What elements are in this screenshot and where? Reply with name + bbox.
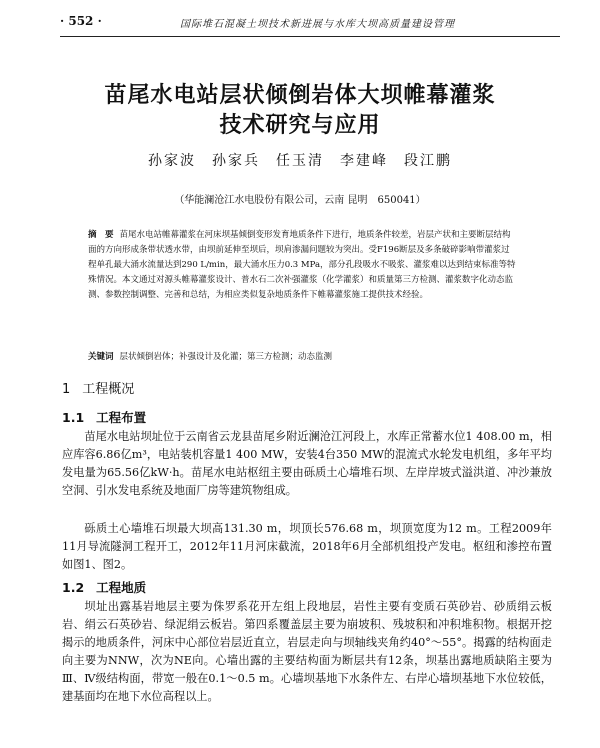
section-heading-1-1 [62,408,146,426]
section-heading-1-2 [62,578,146,596]
header-rule [60,36,560,37]
abstract-label: 摘 要 [88,230,114,240]
page-header [60,10,560,36]
running-title: 国际堆石混凝土坝技术新进展与水库大坝高质量建设管理 [180,19,455,30]
keywords [88,350,518,362]
abstract [88,228,518,303]
abstract-text: 苗尾水电站帷幕灌浆在河床坝基倾倒变形发育地质条件下进行，地质条件较差，岩层产状和主要断层结构面的方向形成条带状透水带，由坝前延伸至坝后，坝肩渗漏问题较为突出。受F196断层及多条破碎影响带灌浆过程单孔最大涌水流量达到290 L/min，最大涌水压力0.3 MPa，部分孔段吸水不吸浆、灌浆难以达到结束标准等特殊情况。本文通过对源头帷幕灌浆设计、普水石二次补强灌浆（化学灌浆）和质量第三方检测、灌浆数字化动态监测、参数控制调整、完善和总结，为相应类似复杂地质条件下帷幕灌浆施工提供技术经验。 [88,230,516,300]
section-number: 1.2 [62,580,85,595]
section-title: 工程布置 [96,410,147,425]
paragraph-geology: 坝址出露基岩地层主要为侏罗系花开左组上段地层，岩性主要有变质石英砂岩、砂质绢云板岩、绢云石英砂岩、绿泥绢云板岩。第四系覆盖层主要为崩坡积、残坡积和冲积堆积物。根据开挖揭示的地质条件，河床中心部位岩层近直立，岩层走向与坝轴线夹角约40°～55°。揭露的结构面走向主要为NNW，次为NE向。心墙出露的主要结构面为断层共有12条，坝基出露地质缺陷主要为Ⅲ、Ⅳ级结构面，带宽一般在0.1～0.5 m。心墙坝基地下水条件左、右岸心墙坝基地下水位较低，建基面均在地下水位高程以上。 [62,600,552,703]
keywords-label: 关键词 [88,352,114,362]
article-title-line1: 苗尾水电站层状倾倒岩体大坝帷幕灌浆 [104,83,496,108]
paragraph-dam-parameters: 砾质土心墙堆石坝最大坝高131.30 m，坝顶长576.68 m，坝顶宽度为12 m。工程2009年11月导流隧洞工程开工，2012年11月河床截流，2018年6月全部机组投产发电。枢纽和渗控布置如图1、图2。 [62,522,552,571]
keywords-text: 层状倾倒岩体；补强设计及化灌；第三方检测；动态监测 [119,352,333,362]
section-title: 工程概况 [82,382,135,397]
section-number: 1 [62,382,71,397]
section-title: 工程地质 [96,580,147,595]
paragraph-project-layout: 苗尾水电站坝址位于云南省云龙县苗尾乡附近澜沧江河段上，水库正常蓄水位1 408.00 m，相应库容6.86亿m³，电站装机容量1 400 MW，安装4台350 MW的混流式水轮发电机组，多年平均发电量为65.56亿kW·h。苗尾水电站枢纽主要由砾质土心墙堆石坝、左岸岸坡式溢洪道、冲沙兼放空洞、引水发电系统及地面厂房等建筑物组成。 [62,430,552,497]
article-title-line2: 技术研究与应用 [219,113,381,138]
authors: 孙家波 孙家兵 任玉清 李建峰 段江鹏 [148,153,452,169]
page-number: · 552 · [60,14,102,28]
section-heading-1 [62,378,134,397]
affiliation: （华能澜沧江水电股份有限公司，云南 昆明 650041） [174,195,426,206]
section-number: 1.1 [62,410,85,425]
